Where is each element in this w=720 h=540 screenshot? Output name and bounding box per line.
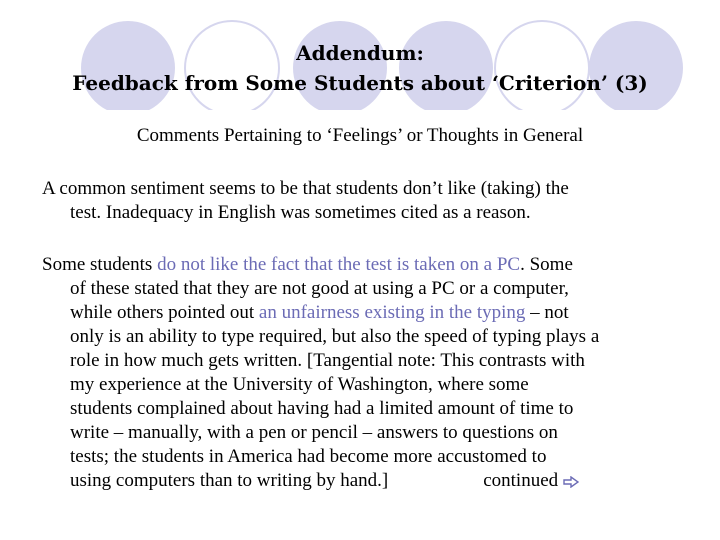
p2-highlight-typing: an unfairness existing in the typing xyxy=(258,302,526,323)
p2-line-4: only is an ability to type required, but also the speed of typing plays a xyxy=(70,326,600,347)
p2-line-1-start: Some students xyxy=(42,254,158,275)
p2-highlight-pc: do not like the fact that the test is taken on a PC xyxy=(157,254,521,275)
p2-line-10-text: using computers than to writing by hand.] xyxy=(70,470,389,491)
p2-line-3-start: while others pointed out xyxy=(70,302,259,323)
slide-title xyxy=(0,38,720,98)
p1-line-1: A common sentiment seems to be that students don’t like (taking) the xyxy=(42,178,569,199)
paragraph-2 xyxy=(42,253,692,493)
continued-text: continued xyxy=(483,470,559,491)
continued-label xyxy=(483,469,579,493)
slide-subtitle: Comments Pertaining to ‘Feelings’ or Thoughts in General xyxy=(136,125,584,146)
p2-line-7: students complained about having had a limited amount of time to xyxy=(70,398,574,419)
p2-line-10 xyxy=(42,469,692,493)
p2-line-5: role in how much gets written. [Tangential note: This contrasts with xyxy=(70,350,585,371)
p2-line-8: write – manually, with a pen or pencil – answers to questions on xyxy=(70,422,558,443)
p2-line-3-end: – not xyxy=(525,302,569,323)
title-line-2: Feedback from Some Students about ‘Criterion’ (3) xyxy=(72,71,648,95)
p2-line-9: tests; the students in America had become more accustomed to xyxy=(70,446,547,467)
title-line-1: Addendum: xyxy=(296,41,424,65)
right-arrow-icon xyxy=(563,476,579,488)
p2-line-3 xyxy=(42,301,692,325)
paragraph-1 xyxy=(42,177,692,225)
p1-line-2: test. Inadequacy in English was sometimes cited as a reason. xyxy=(70,202,531,223)
p2-line-2: of these stated that they are not good at using a PC or a computer, xyxy=(70,278,569,299)
p2-line-1 xyxy=(42,253,692,277)
p2-line-6: my experience at the University of Washington, where some xyxy=(70,374,529,395)
p2-line-1-end: . Some xyxy=(520,254,573,275)
